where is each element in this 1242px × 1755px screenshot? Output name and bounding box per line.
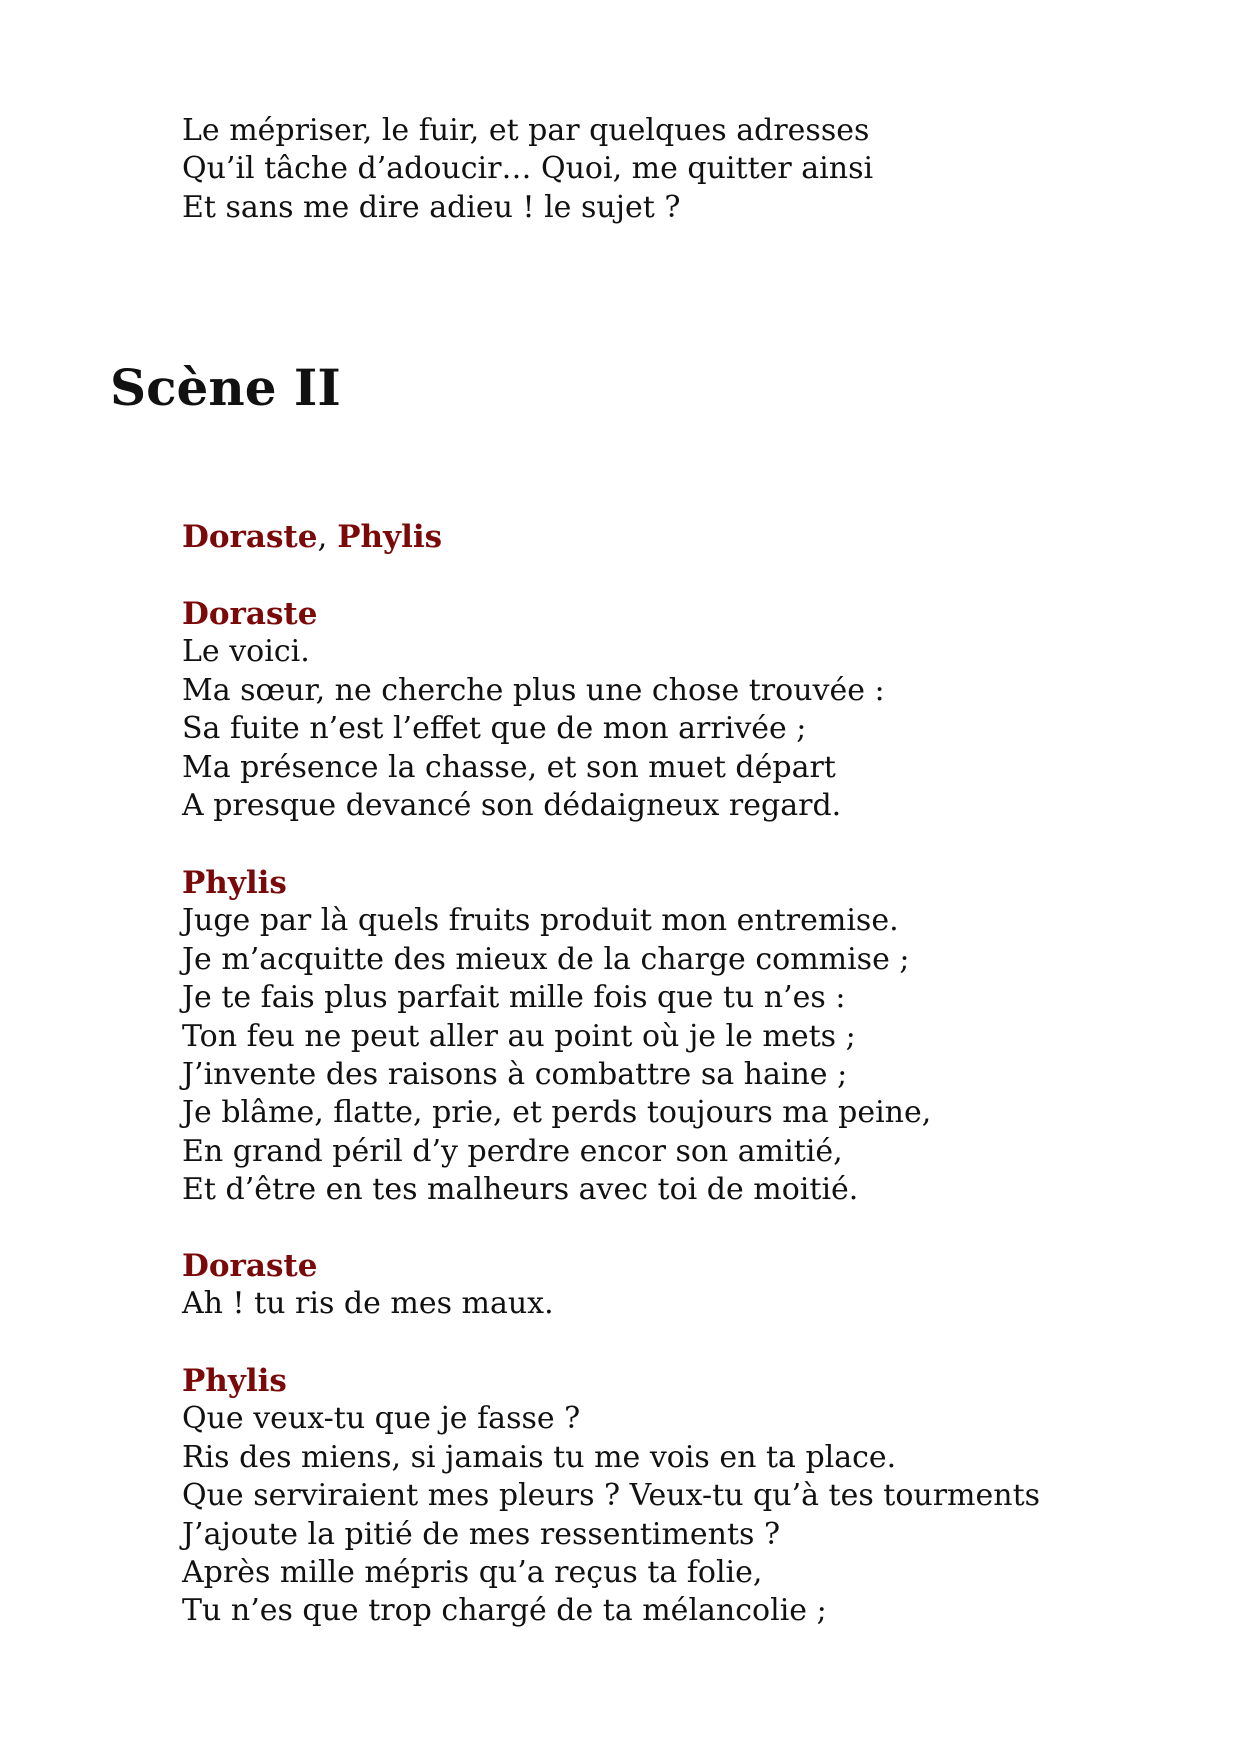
verse-line: Et sans me dire adieu ! le sujet ? <box>182 189 681 225</box>
verse-line: Que veux-tu que je fasse ? <box>182 1401 581 1437</box>
verse-line: En grand péril d’y perdre encor son amitié, <box>182 1133 843 1169</box>
verse-line: Qu’il tâche d’adoucir… Quoi, me quitter ainsi <box>182 151 874 187</box>
verse-line: Ma présence la chasse, et son muet départ <box>182 749 836 785</box>
speaker-name: Doraste <box>182 596 318 632</box>
speech-block-doraste <box>182 595 1142 825</box>
speech-block-doraste <box>182 1247 1142 1324</box>
verse-line: Le mépriser, le fuir, et par quelques adresses <box>182 113 870 148</box>
verse-line: Sa fuite n’est l’effet que de mon arrivée ; <box>182 711 807 747</box>
speaker-name: Phylis <box>182 865 287 901</box>
verse-line: Tu n’es que trop chargé de ta mélancolie ; <box>182 1593 827 1629</box>
verse-line: Ma sœur, ne cherche plus une chose trouvée : <box>182 672 885 708</box>
verse-line: Ah ! tu ris de mes maux. <box>182 1286 554 1322</box>
verse-line: Ris des miens, si jamais tu me vois en ta place. <box>182 1439 897 1475</box>
verse-line: Que serviraient mes pleurs ? Veux-tu qu’à tes tourments <box>182 1478 1041 1514</box>
verse-line: J’invente des raisons à combattre sa haine ; <box>182 1057 848 1093</box>
character-list <box>182 518 1142 556</box>
intro-verse-block <box>182 112 1142 227</box>
speaker-name: Doraste <box>182 1248 318 1284</box>
character-name-phylis: Phylis <box>337 519 443 555</box>
speech-block-phylis <box>182 864 1142 1210</box>
verse-line: Je m’acquitte des mieux de la charge commise ; <box>182 941 910 977</box>
verse-line: Après mille mépris qu’a reçus ta folie, <box>182 1555 763 1591</box>
scene-title: Scène II <box>110 358 341 417</box>
verse-line: Ton feu ne peut aller au point où je le mets ; <box>182 1018 856 1054</box>
verse-line: Le voici. <box>182 634 310 670</box>
character-name-doraste: Doraste <box>182 519 318 555</box>
verse-line: Je blâme, flatte, prie, et perds toujours ma peine, <box>182 1095 932 1131</box>
speech-block-phylis <box>182 1362 1142 1631</box>
speaker-name: Phylis <box>182 1363 287 1399</box>
verse-line: Je te fais plus parfait mille fois que tu n’es : <box>182 980 846 1016</box>
verse-line: Juge par là quels fruits produit mon entremise. <box>182 903 899 939</box>
verse-line: J’ajoute la pitié de mes ressentiments ? <box>182 1516 781 1552</box>
verse-line: A presque devancé son dédaigneux regard. <box>182 788 842 824</box>
character-separator: , <box>317 519 338 555</box>
verse-line: Et d’être en tes malheurs avec toi de moitié. <box>182 1172 859 1208</box>
